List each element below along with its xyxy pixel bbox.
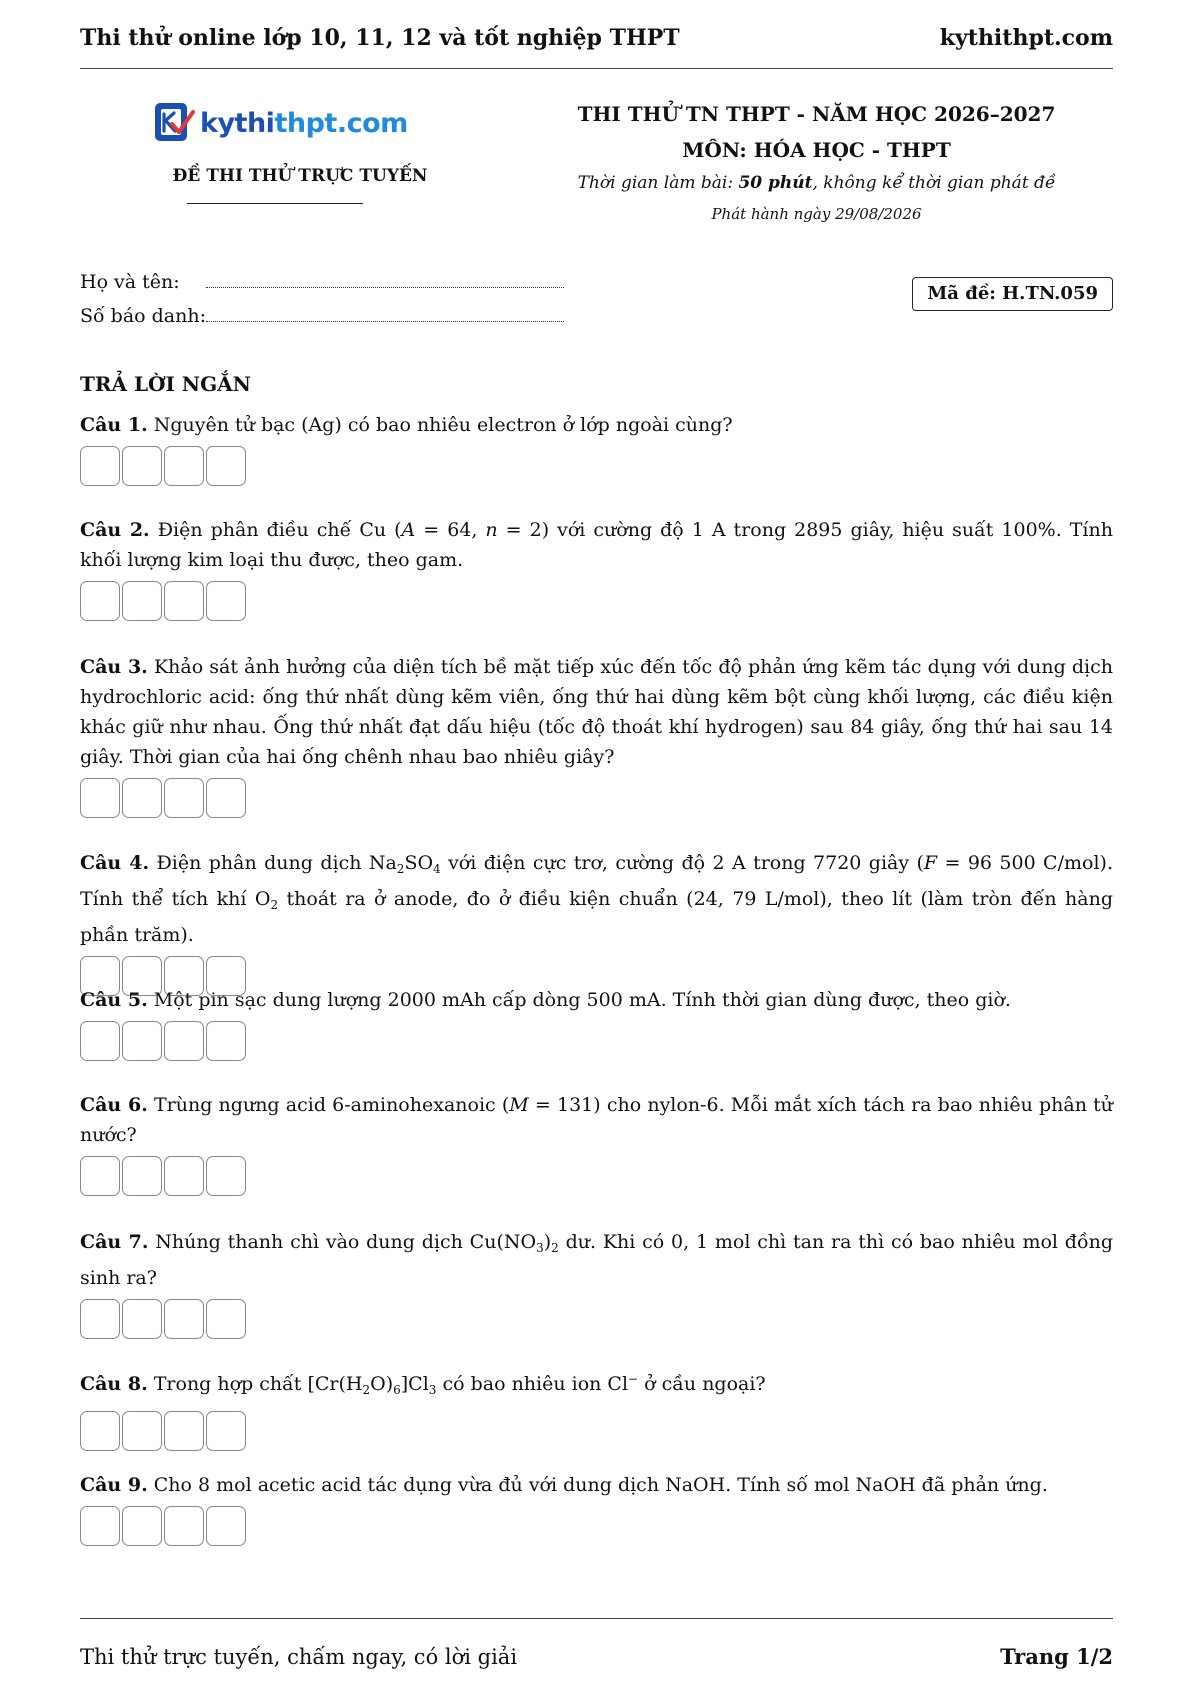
exam-title-block <box>520 96 1113 230</box>
answer-box[interactable] <box>122 1021 162 1061</box>
question-1: Câu 1. Nguyên tử bạc (Ag) có bao nhiêu electron ở lớp ngoài cùng? <box>80 410 1113 486</box>
answer-box[interactable] <box>206 1411 246 1451</box>
answer-box[interactable] <box>206 1299 246 1339</box>
exam-type-label: ĐỀ THI THỬ TRỰC TUYẾN <box>172 166 428 186</box>
answer-box[interactable] <box>164 1506 204 1546</box>
question-4: Câu 4. Điện phân dung dịch $Na_2SO_4$ với điện cực trơ, cường độ 2 A trong 7720 giây (F = 96 500 C/mol). Tính thể tích khí $O_2$ thoát ra ở anode, đo ở điều kiện chuẩn (24, 79 L/mol), theo lít (làm tròn đến hàng phần trăm). <box>80 848 1113 996</box>
release-date: Phát hành ngày 29/08/2026 <box>711 205 922 223</box>
answer-box[interactable] <box>80 1411 120 1451</box>
question-3: Câu 3. Khảo sát ảnh hưởng của diện tích bề mặt tiếp xúc đến tốc độ phản ứng kẽm tác dụng với dung dịch hydrochloric acid: ống thứ nhất dùng kẽm viên, ống thứ hai dùng kẽm bột cùng khối lượng, các điều kiện khác giữ như nhau. Ống thứ nhất đạt dấu hiệu (tốc độ thoát khí hydrogen) sau 84 giây, ống thứ hai sau 14 giây. Thời gian của hai ống chênh nhau bao nhiêu giây? <box>80 652 1113 818</box>
answer-box[interactable] <box>122 581 162 621</box>
answer-box[interactable] <box>206 581 246 621</box>
answer-boxes <box>80 1506 1113 1546</box>
answer-box[interactable] <box>80 1299 120 1339</box>
exam-subject: MÔN: HÓA HỌC - THPT <box>682 138 951 162</box>
answer-boxes <box>80 1021 1113 1061</box>
answer-box[interactable] <box>206 446 246 486</box>
header-left-text: Thi thử online lớp 10, 11, 12 và tốt nghiệp THPT <box>80 25 680 51</box>
exam-title: THI THỬ TN THPT - NĂM HỌC 2026–2027 <box>577 102 1056 126</box>
header-site-link[interactable]: kythithpt.com <box>939 25 1113 51</box>
question-7: Câu 7. Nhúng thanh chì vào dung dịch $Cu(NO_3)_2$ dư. Khi có 0, 1 mol chì tan ra thì có bao nhiêu mol đồng sinh ra? <box>80 1227 1113 1339</box>
answer-box[interactable] <box>80 1156 120 1196</box>
answer-box[interactable] <box>80 581 120 621</box>
page-footer <box>80 1644 1113 1669</box>
page-number: Trang 1/2 <box>1000 1644 1113 1669</box>
answer-boxes <box>80 778 1113 818</box>
answer-box[interactable] <box>80 446 120 486</box>
question-8: Câu 8. Trong hợp chất $[Cr(H_2O)_6]Cl_3$ có bao nhiêu ion Cl− ở cầu ngoại? <box>80 1364 1113 1451</box>
answer-boxes <box>80 1156 1113 1196</box>
answer-boxes <box>80 446 1113 486</box>
candidate-id-field[interactable] <box>206 305 564 322</box>
section-title: TRẢ LỜI NGẮN <box>80 372 251 396</box>
answer-box[interactable] <box>122 1156 162 1196</box>
answer-box[interactable] <box>206 1506 246 1546</box>
answer-box[interactable] <box>122 1299 162 1339</box>
name-field[interactable] <box>206 271 564 288</box>
answer-boxes <box>80 1411 1113 1451</box>
answer-box[interactable] <box>164 446 204 486</box>
footer-tagline: Thi thử trực tuyến, chấm ngay, có lời giải <box>80 1644 518 1669</box>
answer-box[interactable] <box>122 1411 162 1451</box>
question-5: Câu 5. Một pin sạc dung lượng 2000 mAh cấp dòng 500 mA. Tính thời gian dùng được, theo giờ. <box>80 985 1113 1061</box>
answer-box[interactable] <box>164 581 204 621</box>
answer-box[interactable] <box>80 1506 120 1546</box>
candidate-info <box>80 265 564 333</box>
answer-box[interactable] <box>80 1021 120 1061</box>
exam-type-underline <box>187 203 363 204</box>
answer-boxes <box>80 1299 1113 1339</box>
answer-box[interactable] <box>122 778 162 818</box>
header-divider <box>80 68 1113 69</box>
answer-box[interactable] <box>206 1021 246 1061</box>
answer-box[interactable] <box>122 446 162 486</box>
question-2: Câu 2. Điện phân điều chế Cu (A = 64, n = 2) với cường độ 1 A trong 2895 giây, hiệu suất 100%. Tính khối lượng kim loại thu được, theo gam. <box>80 515 1113 621</box>
answer-box[interactable] <box>80 778 120 818</box>
answer-box[interactable] <box>164 1411 204 1451</box>
answer-box[interactable] <box>206 778 246 818</box>
answer-box[interactable] <box>164 778 204 818</box>
exam-duration: Thời gian làm bài: 50 phút, không kể thời gian phát đề <box>577 173 1056 193</box>
answer-box[interactable] <box>164 1299 204 1339</box>
answer-box[interactable] <box>164 1021 204 1061</box>
answer-box[interactable] <box>206 1156 246 1196</box>
exam-code-badge: Mã đề: H.TN.059 <box>912 277 1113 311</box>
site-logo <box>152 100 408 146</box>
answer-boxes <box>80 581 1113 621</box>
answer-box[interactable] <box>122 1506 162 1546</box>
logo-icon <box>152 100 196 146</box>
footer-divider <box>80 1618 1113 1619</box>
question-9: Câu 9. Cho 8 mol acetic acid tác dụng vừa đủ với dung dịch NaOH. Tính số mol NaOH đã phản ứng. <box>80 1470 1113 1546</box>
name-label: Họ và tên: <box>80 271 180 293</box>
logo-wordmark: kythithpt.com <box>200 107 408 139</box>
answer-box[interactable] <box>164 1156 204 1196</box>
exam-page <box>80 0 1113 1684</box>
page-header <box>80 20 1113 56</box>
candidate-id-label: Số báo danh: <box>80 305 207 327</box>
question-6: Câu 6. Trùng ngưng acid 6-aminohexanoic (M = 131) cho nylon-6. Mỗi mắt xích tách ra bao nhiêu phân tử nước? <box>80 1090 1113 1196</box>
